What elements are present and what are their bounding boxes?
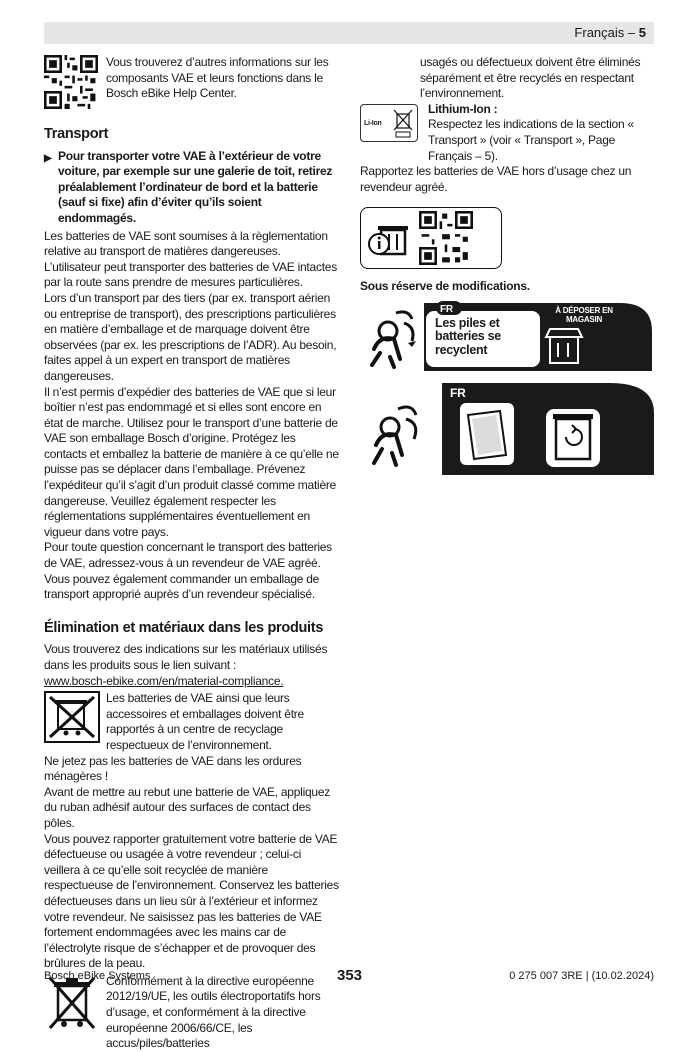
- lithium-ion-title: Lithium-Ion :: [428, 101, 498, 116]
- li-ion-symbol: [360, 104, 418, 142]
- reserve-notice: Sous réserve de modifications.: [360, 279, 530, 294]
- lithium-ion-block: [360, 102, 654, 164]
- right-paragraph-2: Rapportez les batteries de VAE hors d’usage chez un revendeur agréé.: [360, 164, 632, 194]
- footer-doc-id: 0 275 007 3RE | (10.02.2024): [509, 970, 654, 982]
- transport-paragraph-2: Lors d’un transport par des tiers (par ex. transport aérien ou entreprise de transport), des prescriptions particulières en matière d’emballage et de marquage doivent être observées (par ex. les prescriptions de l’ADR). Au besoin, faites appel à un expert en transport de matières dangereuses.: [44, 290, 337, 383]
- weee-block: [44, 974, 340, 1052]
- right-column: [360, 55, 654, 475]
- footer-brand: Bosch eBike Systems: [44, 970, 151, 982]
- elimination-paragraph-4: Avant de mettre au rebut une batterie de VAE, appliquez du ruban adhésif autour des surfaces de contact des pôles.: [44, 784, 331, 830]
- li-ion-label: Li-Ion: [364, 119, 382, 127]
- elimination-paragraph-5: Vous pouvez rapporter gratuitement votre batterie de VAE défectueuse ou usagée à votre revendeur ; celui-ci veillera à ce qu’elle soit recyclée de manière respectueuse de l’environnement. Conservez les batteries défectueuses dans un lieu sûr à l’extérieur et informez votre revendeur. Ne saisissez pas les batteries de VAE fortement endommagées avec les mains car de l’électrolyte risque de s’échapper et de provoquer des brûlures de la peau.: [44, 831, 339, 971]
- lithium-ion-text: Respectez les indications de la section « Transport » (voir « Transport », Page Français – 5).: [428, 117, 634, 163]
- material-compliance-link[interactable]: www.bosch-ebike.com/en/material-compliance.: [44, 673, 284, 688]
- header-separator: –: [627, 25, 636, 40]
- help-center-text: Vous trouverez d’autres informations sur les composants VAE et leurs fonctions dans le Bosch eBike Help Center.: [106, 55, 329, 101]
- bullet-triangle-icon: ▶: [44, 152, 52, 164]
- transport-bullet-text: Pour transporter votre VAE à l’extérieur de votre voiture, par exemple sur une galerie de toit, retirez préalablement l’ordinateur de bord et la batterie (sauf si fixe) afin d’éviter qu’ils soient endommagés.: [58, 148, 333, 225]
- fr-badge-1: FR: [440, 303, 453, 315]
- deposer-magasin-text: À DÉPOSER EN MAGASIN: [555, 305, 613, 324]
- fr-badge-2: FR: [450, 385, 466, 400]
- help-center-block: [44, 55, 340, 109]
- elimination-heading: Élimination et matériaux dans les produits: [44, 619, 324, 636]
- qr-code-icon: [44, 55, 98, 109]
- transport-heading: Transport: [44, 126, 109, 142]
- triman-packaging-block: [360, 383, 654, 475]
- left-column: [44, 55, 340, 1052]
- piles-recycle-text: Les piles et batteries se recyclent: [435, 315, 501, 357]
- transport-paragraph-1: Les batteries de VAE sont soumises à la règlementation relative au transport de matières dangereuses. L’utilisateur peut transporter des batteries de VAE intactes par la route sans prendre de mesures particulières.: [44, 228, 337, 290]
- elimination-paragraph-1: Vous trouverez des indications sur les matériaux utilisés dans les produits sous le lien suivant :: [44, 642, 328, 672]
- transport-paragraph-4: Pour toute question concernant le transport des batteries de VAE, adressez-vous à un revendeur de VAE agréé. Vous pouvez également commander un emballage de transport approprié auprès d’un revendeur spécialisé.: [44, 540, 332, 602]
- header-language: Français: [574, 25, 625, 40]
- triman-piles-block: [360, 301, 654, 373]
- right-paragraph-1: usagés ou défectueux doivent être éliminés séparément et être recyclés en respectant l’environnement.: [420, 55, 641, 101]
- li-ion-bin-icon: [393, 108, 413, 138]
- page-header-label: [574, 25, 646, 40]
- elimination-paragraph-3: Ne jetez pas les batteries de VAE dans les ordures ménagères !: [44, 753, 302, 784]
- transport-bullet: [44, 149, 340, 227]
- triman-packaging-graphic: [360, 383, 654, 475]
- no-household-waste-block: [44, 691, 340, 753]
- info-trash-icon: [367, 216, 411, 260]
- recycling-info-box: [360, 207, 502, 269]
- crossed-bin-icon: [44, 974, 100, 1032]
- recycling-qr-code-icon: [419, 211, 473, 265]
- header-page-number: 5: [638, 25, 646, 40]
- footer-page-number: 353: [337, 967, 363, 984]
- no-trash-battery-icon: [44, 691, 100, 743]
- page-header-bar: [44, 22, 654, 44]
- elimination-paragraph-2: Les batteries de VAE ainsi que leurs accessoires et emballages doivent être rapportés à un centre de recyclage respectueux de l’environnement.: [106, 691, 304, 752]
- weee-text: Conformément à la directive européenne 2012/19/UE, les outils électroportatifs hors d’usage, et conformément à la directive européenne 2006/66/CE, les accus/piles/batteries: [106, 973, 321, 1051]
- transport-paragraph-3: Il n’est permis d’expédier des batteries de VAE que si leur boîtier n’est pas endommagé et si elles sont encore en état de marche. Utilisez pour le transport d’une batterie de VAE son emballage Bosch d’origine. Protégez les contacts et emballez la batterie de manière à ce qu’elle ne puisse pas se déplacer dans l’emballage. Prévenez l’expéditeur qu’il s’agit d’un produit classé comme matière dangereuse. Veuillez également respecter les réglementations supplémentaires éventuellement en vigueur dans votre pays.: [44, 384, 339, 539]
